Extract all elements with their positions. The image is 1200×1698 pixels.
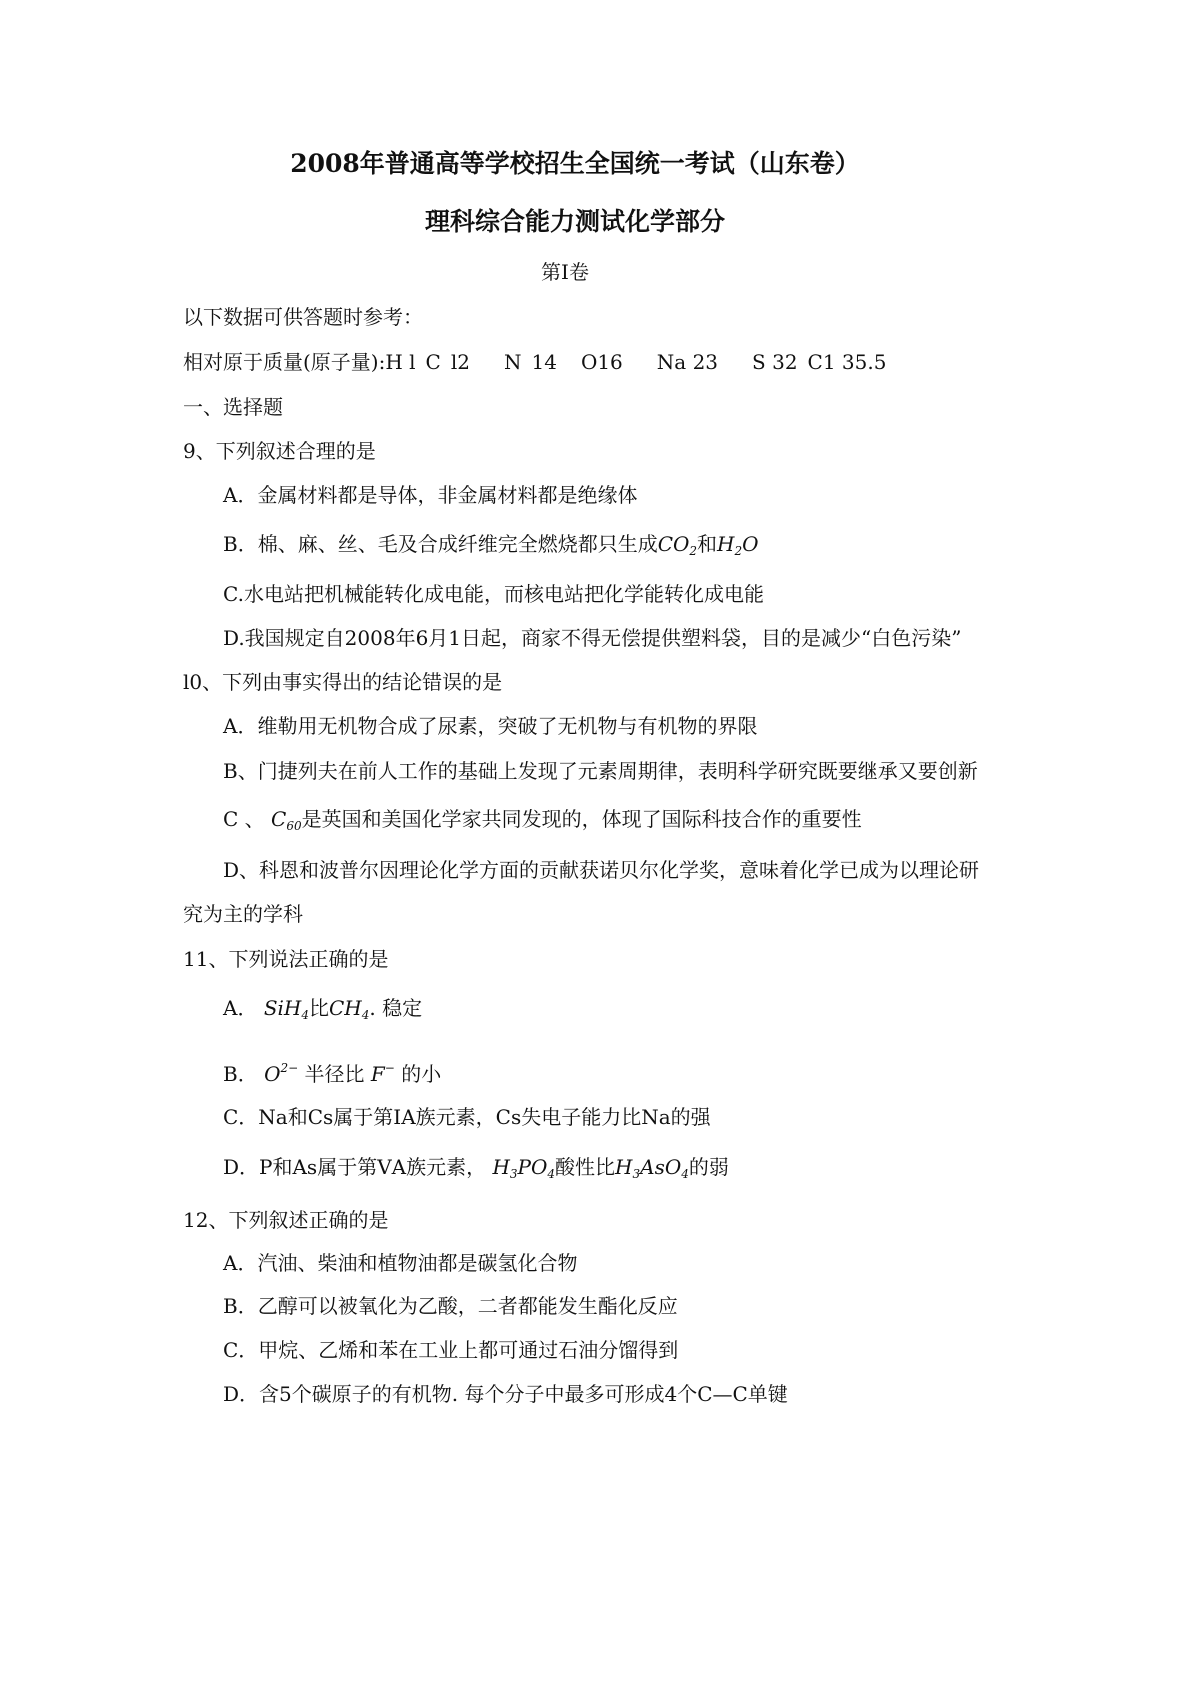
q9-option-b: [223, 530, 759, 565]
q11-option-d-text: D．P和As属于第ⅤA族元素，: [223, 1155, 487, 1179]
q11-option-b-end: 的小: [401, 1062, 442, 1086]
mass-cl: C1 35.5: [807, 350, 887, 374]
q11-option-b-mid: 半径比: [304, 1062, 365, 1086]
mass-s: S 32: [752, 350, 798, 374]
q11-option-a-mid: 比: [309, 996, 329, 1020]
q9-option-b-and: 和: [697, 532, 718, 556]
q12-option-d: D．含5个碳原子的有机物. 每个分子中最多可形成4个C—C单键: [223, 1382, 788, 1406]
q10-option-c-label: C 、: [223, 807, 265, 831]
exam-title: 2008年普通高等学校招生全国统一考试（山东卷）: [290, 149, 860, 178]
formula-h3aso4: $H_3AsO_4$: [615, 1155, 689, 1181]
formula-o2-ion: $O^{2-}$: [264, 1061, 299, 1086]
q10-option-d-line1: D、科恩和波普尔因理论化学方面的贡献获诺贝尔化学奖，意味着化学已成为以理论研: [223, 858, 980, 882]
q11-option-d-end: 的弱: [688, 1155, 729, 1179]
q11-option-c: C．Na和Cs属于第ⅠA族元素，Cs失电子能力比Na的强: [223, 1105, 711, 1129]
mass-na: Na 23: [656, 350, 719, 374]
q11-option-a-label: A．: [223, 996, 258, 1020]
q11-option-a: [223, 994, 422, 1029]
q9-stem: 9、下列叙述合理的是: [183, 439, 376, 463]
q10-option-c-text: 是英国和美国化学家共同发现的，体现了国际科技合作的重要性: [301, 807, 862, 831]
section-heading: 一、选择题: [183, 395, 283, 419]
q11-option-a-end: . 稳定: [369, 996, 423, 1020]
q10-option-a: A．维勒用无机物合成了尿素，突破了无机物与有机物的界限: [223, 714, 758, 738]
q9-option-c: C.水电站把机械能转化成电能，而核电站把化学能转化成电能: [223, 582, 764, 606]
formula-ch4: $CH_4$: [329, 996, 370, 1022]
q12-stem: 12、下列叙述正确的是: [183, 1208, 389, 1232]
formula-co2: $CO_2$: [657, 532, 698, 558]
q10-option-c: [223, 805, 862, 840]
atomic-masses-label: 相对原于质量(原子量):: [183, 350, 386, 374]
volume-label: 第Ⅰ卷: [541, 260, 589, 284]
q11-option-b: [223, 1054, 441, 1088]
atomic-masses-line: [183, 348, 886, 376]
q12-option-c: C．甲烷、乙烯和苯在工业上都可通过石油分馏得到: [223, 1338, 679, 1362]
q9-option-d: D.我国规定自2008年6月1日起，商家不得无偿提供塑料袋，目的是减少“白色污染”: [223, 626, 962, 650]
mass-n-value: 14: [531, 350, 557, 374]
q11-option-b-label: B．: [223, 1062, 258, 1086]
mass-o: O16: [580, 350, 623, 374]
q10-stem: l0、下列由事实得出的结论错误的是: [183, 670, 503, 694]
formula-c60: $C_{60}$: [271, 807, 302, 833]
exam-subtitle: 理科综合能力测试化学部分: [424, 207, 725, 236]
reference-note: 以下数据可供答题时参考：: [183, 305, 423, 329]
q9-option-b-text: B．棉、麻、丝、毛及合成纤维完全燃烧都只生成: [223, 532, 658, 556]
q9-option-a: A．金属材料都是导体，非金属材料都是绝缘体: [223, 483, 638, 507]
q12-option-a: A．汽油、柴油和植物油都是碳氢化合物: [223, 1251, 578, 1275]
formula-sih4: SiH$_4$: [263, 996, 309, 1022]
q11-option-d-mid: 酸性比: [555, 1155, 616, 1179]
mass-c-symbol: C: [425, 350, 441, 374]
q11-stem: 11、下列说法正确的是: [183, 947, 389, 971]
q10-option-b: B、门捷列夫在前人工作的基础上发现了元素周期律，表明科学研究既要继承又要创新: [223, 759, 978, 783]
mass-c-value: l2: [450, 350, 470, 374]
q10-option-d-line2: 究为主的学科: [183, 902, 303, 926]
q12-option-b: B．乙醇可以被氧化为乙酸，二者都能发生酯化反应: [223, 1294, 678, 1318]
formula-h2o: $H_2O$: [717, 532, 759, 558]
formula-h3po4: $H_3PO_4$: [492, 1155, 556, 1181]
q11-option-d: [223, 1153, 729, 1188]
mass-n-symbol: N: [503, 350, 522, 374]
formula-f-ion: F−: [370, 1061, 395, 1086]
mass-h: H l: [385, 350, 416, 374]
